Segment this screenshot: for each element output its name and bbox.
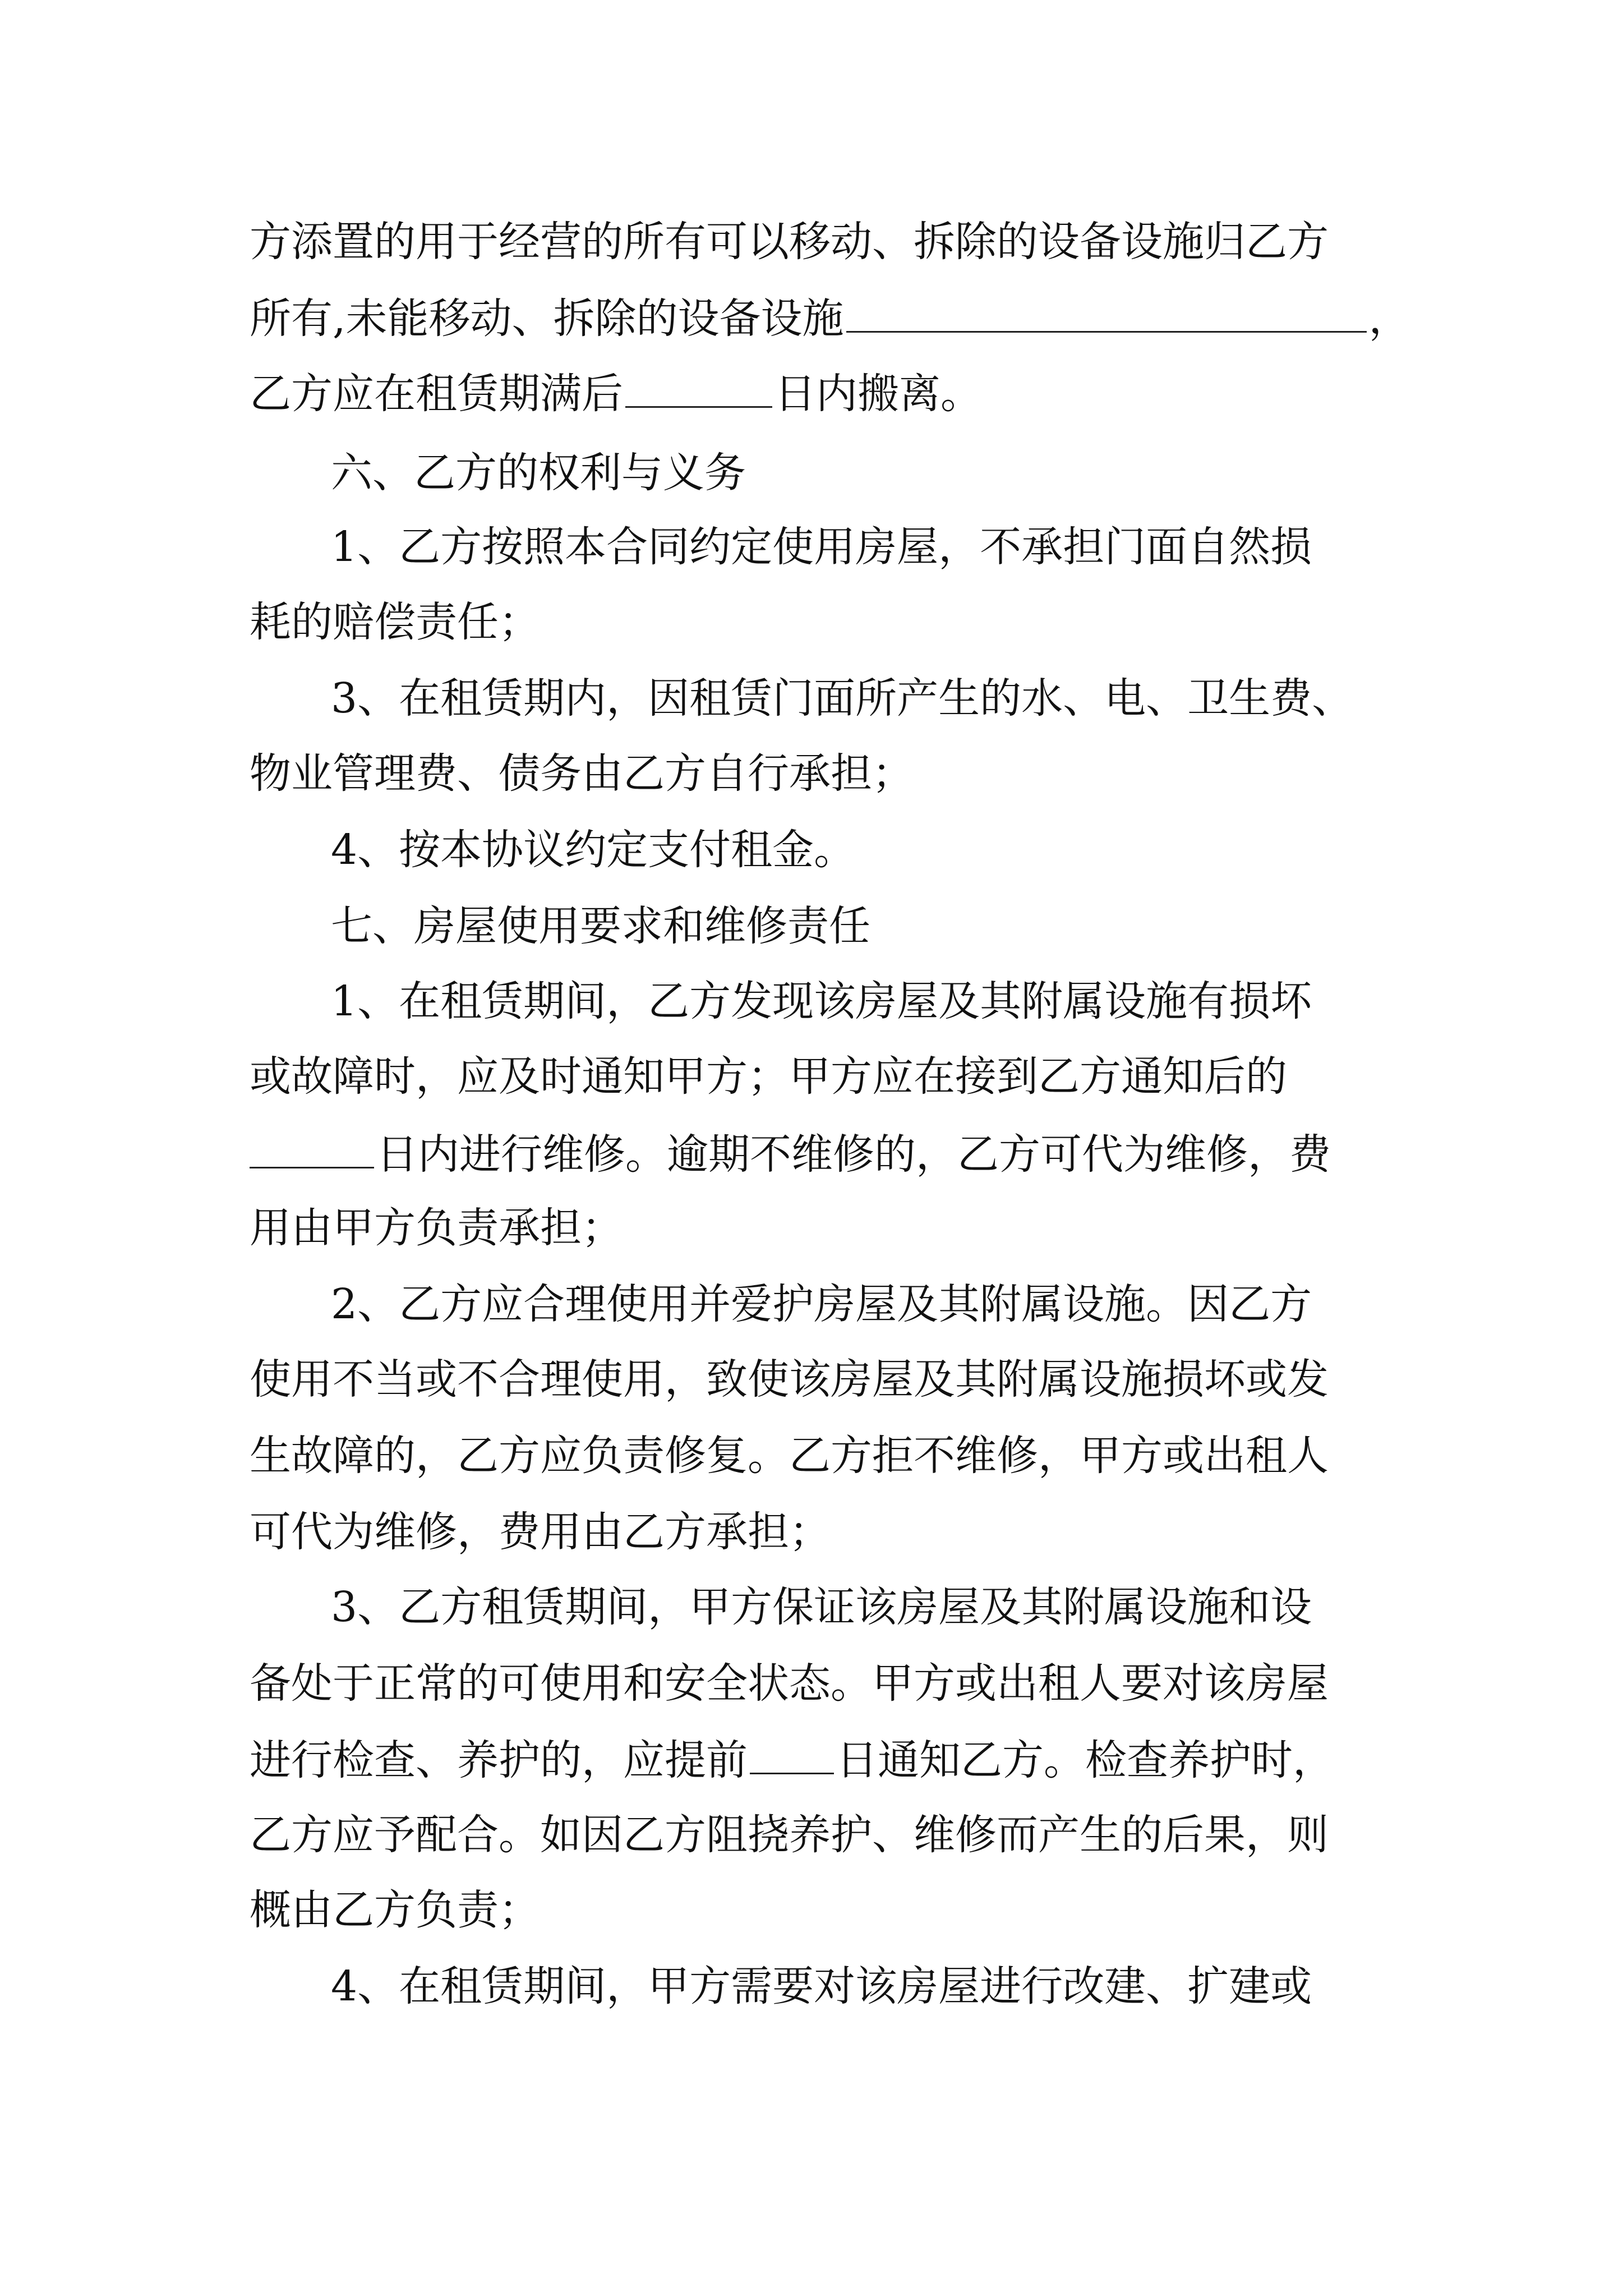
text-line: 3、乙方租赁期间，甲方保证该房屋及其附属设施和设 (331, 1583, 1312, 1631)
fill-blank (250, 1122, 374, 1168)
text-line: 生故障的，乙方应负责修复。乙方拒不维修，甲方或出租人 (250, 1432, 1329, 1480)
text-line: 方添置的用于经营的所有可以移动、拆除的设备设施归乙方 (250, 218, 1329, 266)
section-heading: 六、乙方的权利与义务 (331, 449, 746, 497)
text-line: 乙方应予配合。如因乙方阻挠养护、维修而产生的后果，则 (250, 1811, 1329, 1859)
text-line: 日内进行维修。逾期不维修的，乙方可代为维修，费 (250, 1122, 1331, 1184)
fill-blank (750, 1728, 834, 1774)
text-line: 1、乙方按照本合同约定使用房屋，不承担门面自然损 (331, 523, 1312, 571)
text-line: 乙方应在租赁期满后 日内搬离。 (250, 361, 982, 423)
text-line: 概由乙方负责； (250, 1886, 540, 1934)
text-line: 2、乙方应合理使用并爱护房屋及其附属设施。因乙方 (331, 1280, 1312, 1328)
fill-blank (846, 286, 1367, 333)
text-line: 3、在租赁期内，因租赁门面所产生的水、电、卫生费、 (331, 674, 1354, 723)
text-line: 用由甲方负责承担； (250, 1204, 623, 1252)
section-heading: 七、房屋使用要求和维修责任 (331, 902, 870, 950)
fill-blank (625, 361, 772, 408)
text-line: 进行检查、养护的，应提前 日通知乙方。检查养护时， (250, 1728, 1334, 1789)
text-line: 所有,未能移动、拆除的设备设施 ， (250, 286, 1410, 348)
text-line: 1、在租赁期间，乙方发现该房屋及其附属设施有损坏 (331, 977, 1312, 1025)
text-line: 4、按本协议约定支付租金。 (331, 826, 856, 874)
text-line: 4、在租赁期间，甲方需要对该房屋进行改建、扩建或 (331, 1962, 1312, 2010)
text-line: 使用不当或不合理使用，致使该房屋及其附属设施损坏或发 (250, 1355, 1329, 1404)
text-line: 备处于正常的可使用和安全状态。甲方或出租人要对该房屋 (250, 1659, 1329, 1708)
text-line: 或故障时，应及时通知甲方；甲方应在接到乙方通知后的 (250, 1052, 1287, 1101)
text-line: 可代为维修，费用由乙方承担； (250, 1508, 831, 1556)
text-line: 耗的赔偿责任； (250, 598, 540, 646)
text-line: 物业管理费、债务由乙方自行承担； (250, 749, 914, 798)
